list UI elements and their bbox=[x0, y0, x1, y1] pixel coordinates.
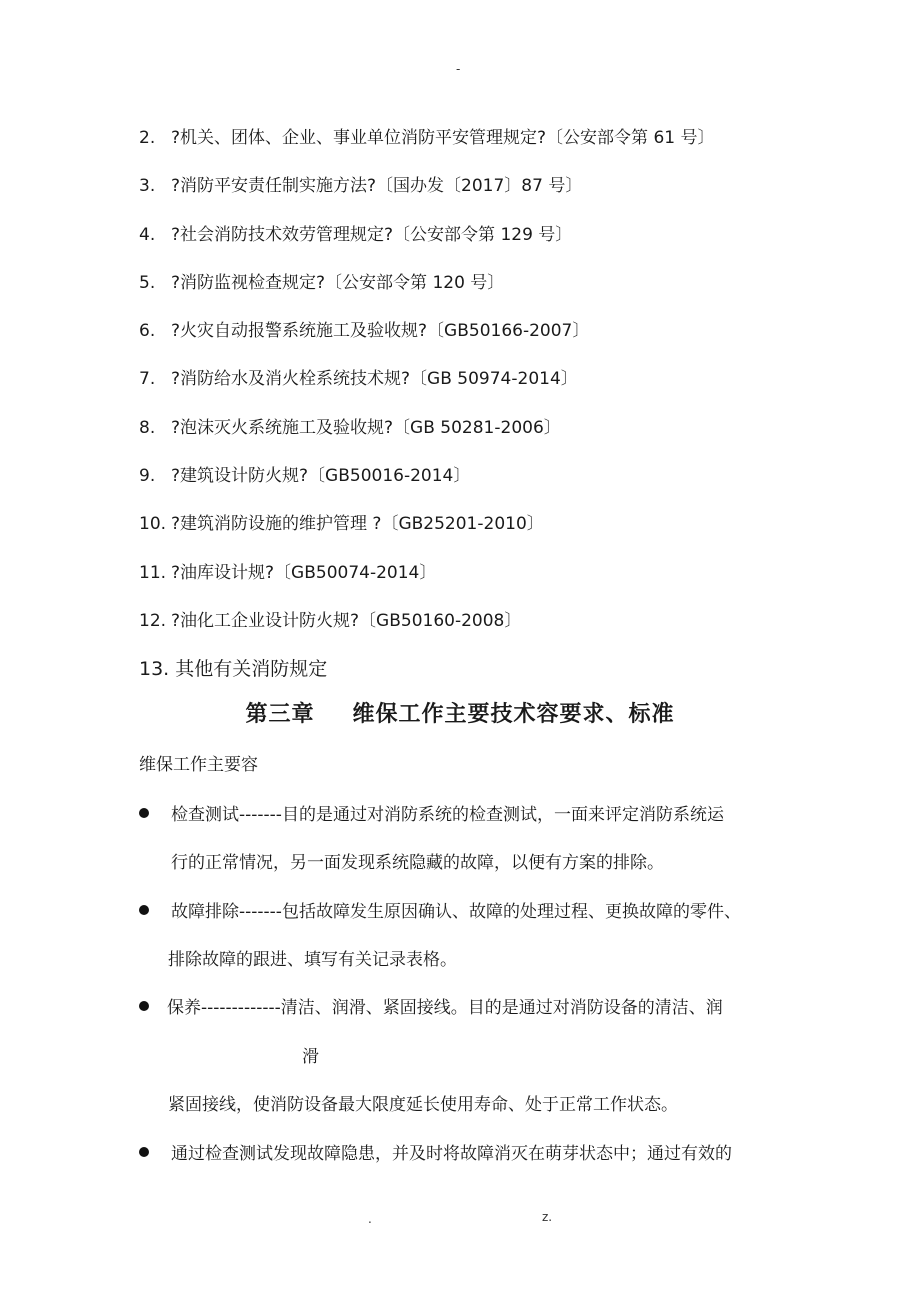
list-item bbox=[139, 553, 839, 601]
list-item-text: ?消防平安责任制实施方法?〔国办发〔2017〕87 号〕 bbox=[171, 176, 583, 197]
list-item-number: 7. bbox=[139, 369, 156, 390]
bullet-dot-icon bbox=[139, 808, 149, 818]
footer-left-mark: . bbox=[368, 1212, 372, 1226]
chapter-title: 维保工作主要技术容要求、标准 bbox=[352, 702, 675, 727]
list-item-number: 3. bbox=[139, 176, 156, 197]
chapter-heading bbox=[0, 697, 920, 728]
list-item-number: 8. bbox=[139, 417, 156, 438]
list-item-number: 6. bbox=[139, 321, 156, 342]
bullet-continuation: 排除故障的跟进、填写有关记录表格。 bbox=[168, 950, 457, 970]
list-item bbox=[139, 311, 839, 359]
bullet-item bbox=[139, 800, 724, 825]
bullet-text: 检查测试-------目的是通过对消防系统的检查测试，一面来评定消防系统运 bbox=[171, 805, 724, 825]
list-item bbox=[139, 456, 839, 504]
list-item-number: 11. bbox=[139, 562, 167, 583]
list-item bbox=[139, 263, 839, 311]
list-item-text: ?油库设计规?〔GB50074-2014〕 bbox=[171, 562, 437, 583]
bullet-item bbox=[139, 897, 741, 922]
bullet-dot-icon bbox=[139, 1147, 149, 1157]
list-item-number: 4. bbox=[139, 224, 156, 245]
list-item-text: ?油化工企业设计防火规?〔GB50160-2008〕 bbox=[171, 610, 522, 631]
list-item bbox=[139, 166, 839, 214]
list-item-number: 12. bbox=[139, 610, 167, 631]
bullet-text: 故障排除-------包括故障发生原因确认、故障的处理过程、更换故障的零件、 bbox=[171, 902, 741, 922]
list-item-text: ?建筑消防设施的维护管理 ?〔GB25201-2010〕 bbox=[171, 514, 544, 535]
list-item bbox=[139, 408, 839, 456]
list-item bbox=[139, 601, 839, 649]
bullet-text: 保养-------------清洁、润滑、紧固接线。目的是通过对消防设备的清洁、润 bbox=[167, 998, 723, 1018]
list-item-text: 其他有关消防规定 bbox=[175, 658, 328, 681]
list-item bbox=[139, 215, 839, 263]
footer-right-mark: z. bbox=[542, 1210, 553, 1224]
list-item-number: 13. bbox=[139, 658, 170, 681]
bullet-item bbox=[139, 993, 723, 1018]
list-item-text: ?机关、团体、企业、事业单位消防平安管理规定?〔公安部令第 61 号〕 bbox=[171, 128, 715, 148]
bullet-item bbox=[139, 1139, 732, 1164]
chapter-number: 第三章 bbox=[245, 702, 315, 727]
list-item-text: ?火灾自动报警系统施工及验收规?〔GB50166-2007〕 bbox=[171, 321, 590, 342]
header-mark: - bbox=[456, 62, 461, 76]
list-item bbox=[139, 359, 839, 407]
section-label: 维保工作主要容 bbox=[139, 755, 258, 775]
bullet-continuation: 行的正常情况，另一面发现系统隐藏的故障，以便有方案的排除。 bbox=[171, 853, 664, 873]
list-item-text: ?消防监视检查规定?〔公安部令第 120 号〕 bbox=[171, 272, 505, 293]
list-item-text: ?消防给水及消火栓系统技术规?〔GB 50974-2014〕 bbox=[171, 369, 578, 390]
list-item-text: ?泡沫灭火系统施工及验收规?〔GB 50281-2006〕 bbox=[171, 417, 561, 438]
list-item bbox=[139, 504, 839, 552]
bullet-continuation: 紧固接线，使消防设备最大限度延长使用寿命、处于正常工作状态。 bbox=[168, 1095, 678, 1115]
bullet-text: 通过检查测试发现故障隐患，并及时将故障消灭在萌芽状态中；通过有效的 bbox=[171, 1144, 732, 1164]
list-item-number: 5. bbox=[139, 272, 156, 293]
list-item-number: 2. bbox=[139, 128, 156, 148]
list-item bbox=[139, 118, 839, 166]
regulation-list bbox=[139, 118, 839, 698]
list-item-text: ?建筑设计防火规?〔GB50016-2014〕 bbox=[171, 466, 471, 487]
bullet-dot-icon bbox=[139, 905, 149, 915]
list-item-number: 10. bbox=[139, 514, 167, 535]
bullet-continuation: 滑 bbox=[302, 1047, 319, 1067]
list-item-text: ?社会消防技术效劳管理规定?〔公安部令第 129 号〕 bbox=[171, 224, 573, 245]
list-item bbox=[139, 649, 839, 697]
list-item-number: 9. bbox=[139, 466, 156, 487]
bullet-dot-icon bbox=[139, 1001, 149, 1011]
